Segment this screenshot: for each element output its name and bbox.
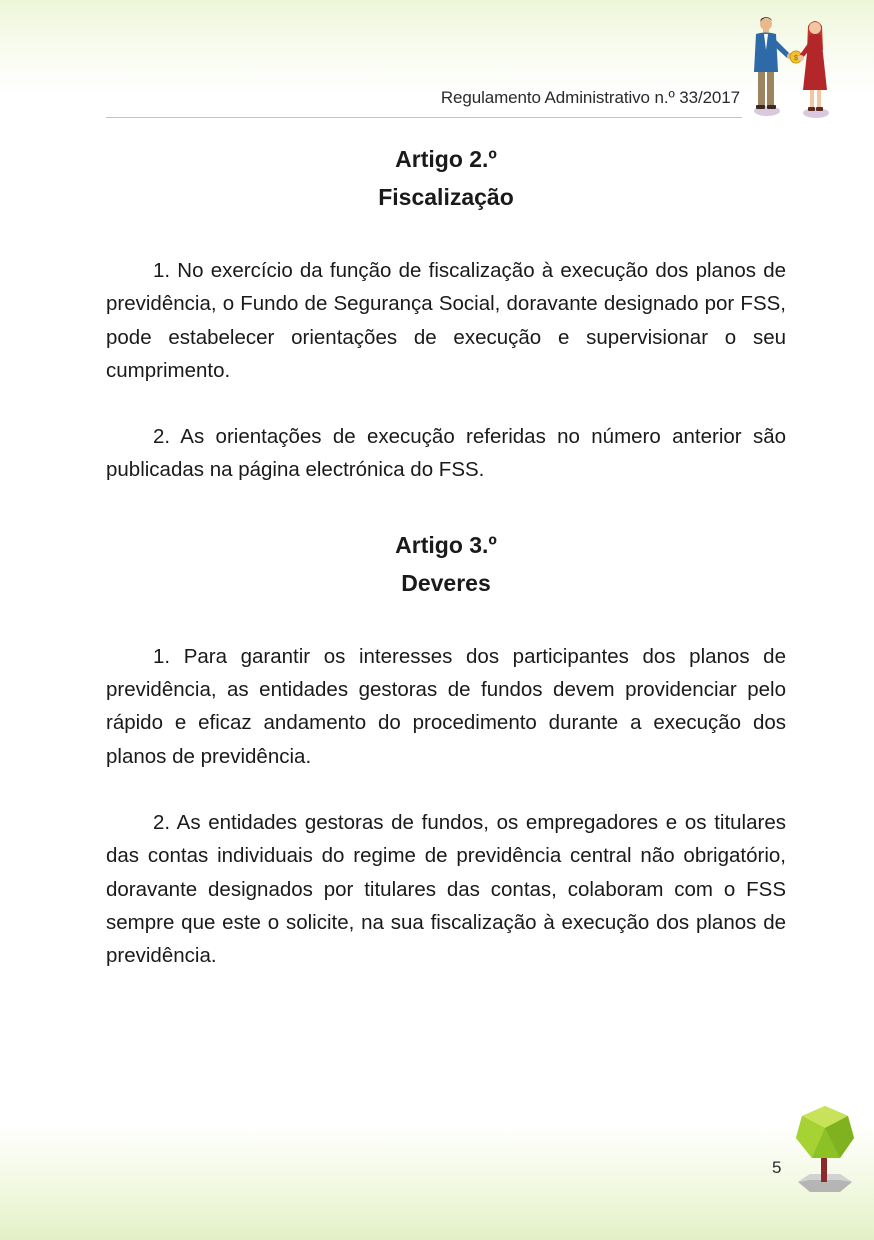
page-number: 5: [772, 1158, 782, 1177]
document-body: [106, 140, 786, 972]
article-paragraph: 2. As orientações de execução referidas no número anterior são publicadas na página electrónica do FSS.: [106, 425, 786, 482]
header-gradient: [0, 0, 874, 95]
regulation-reference: Regulamento Administrativo n.º 33/2017: [440, 88, 740, 107]
people-exchanging-coin-icon: [745, 14, 845, 127]
article-paragraph: 1. No exercício da função de fiscalização à execução dos planos de previdência, o Fundo de Segurança Social, doravante designado por FSS, pode estabelecer orientações de execução e supervisionar o seu cumprimento.: [106, 259, 786, 382]
svg-text:$: $: [794, 55, 798, 62]
article-title: Fiscalização: [378, 184, 514, 210]
article-number: Artigo 3.º: [395, 531, 497, 558]
header-divider: [106, 117, 742, 118]
article-paragraph: 2. As entidades gestoras de fundos, os empregadores e os titulares das contas individuais do regime de previdência central não obrigatório, doravante designados por titulares das contas, colaboram com o FSS sempre que este o solicite, na sua fiscalização à execução dos planos de previdência.: [106, 810, 786, 968]
article-paragraph: 1. Para garantir os interesses dos participantes dos planos de previdência, as entidades gestoras de fundos devem providenciar pelo rápido e eficaz andamento do procedimento durante a execução dos planos de previdência.: [106, 644, 786, 768]
tree-icon: [792, 1104, 858, 1201]
footer-gradient: [0, 1125, 874, 1240]
article-number: Artigo 2.º: [395, 146, 497, 172]
article-3: [106, 526, 786, 973]
article-title: Deveres: [401, 569, 491, 596]
article-2: [106, 140, 786, 487]
